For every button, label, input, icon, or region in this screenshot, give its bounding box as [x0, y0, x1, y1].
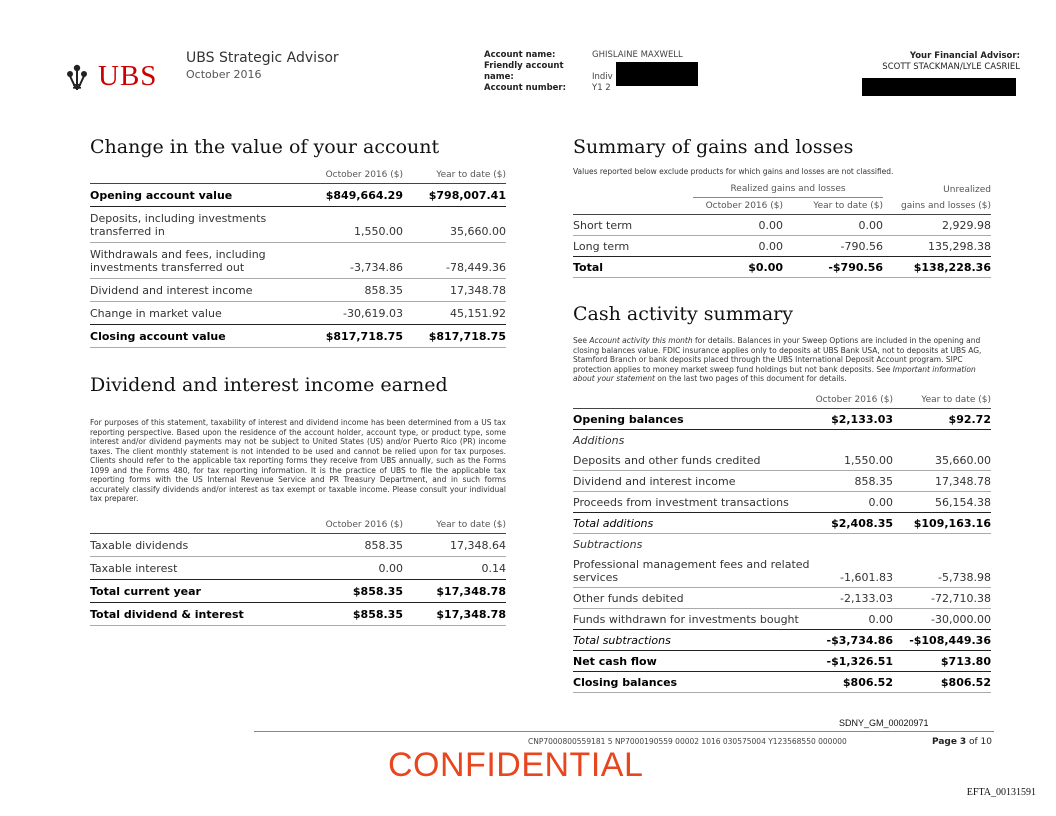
bates-number: SDNY_GM_00020971 [839, 718, 929, 728]
table-row [573, 554, 991, 588]
col-header: Year to date ($) [893, 395, 991, 409]
row-label: Proceeds from investment transactions [573, 492, 813, 513]
product-name: UBS Strategic Advisor [186, 50, 339, 66]
row-label: Deposits, including investments transferred in [90, 207, 300, 243]
financial-advisor [882, 51, 1020, 73]
row-value: $858.35 [300, 603, 403, 626]
unrealized-header: Unrealized [943, 184, 991, 195]
table-row [573, 236, 991, 257]
row-value: 858.35 [300, 534, 403, 557]
table-row [573, 471, 991, 492]
keys-icon [62, 62, 92, 92]
friendly-name-value: Indiv [592, 72, 613, 82]
row-value: -$1,326.51 [813, 651, 893, 672]
redaction-box [862, 78, 1016, 96]
row-value: 0.00 [813, 609, 893, 630]
account-number-value: Y1 2 [592, 83, 611, 93]
row-label: Taxable dividends [90, 534, 300, 557]
row-label: Dividend and interest income [90, 279, 300, 302]
table-row [573, 215, 991, 236]
ubs-logo [62, 60, 157, 93]
row-value: 35,660.00 [403, 207, 506, 243]
cash-note: See Account activity this month for details. Balances in your Sweep Options are included in the opening and closing balances value. FDIC insurance applies only to deposits at UBS Bank USA, not to deposits at UBS AG, Stamford Branch or bank deposits placed through the UBS International Deposit Account program. SIPC protection applies to money market sweep fund holdings but not bank deposits. See Important information about your statement on the last two pages of this document for details. [573, 336, 982, 383]
change-value-title: Change in the value of your account [90, 136, 440, 158]
table-row [573, 672, 991, 693]
row-value: 17,348.78 [893, 471, 991, 492]
dividend-title: Dividend and interest income earned [90, 374, 448, 396]
cash-table [573, 395, 991, 693]
row-value: $858.35 [300, 580, 403, 603]
row-label: Net cash flow [573, 651, 813, 672]
table-row [573, 492, 991, 513]
table-row [90, 207, 506, 243]
table-row [90, 184, 506, 207]
row-label: Total additions [573, 513, 813, 534]
efta-number: EFTA_00131591 [966, 787, 1036, 798]
row-label: Funds withdrawn for investments bought [573, 609, 813, 630]
table-row [90, 603, 506, 626]
row-value: $817,718.75 [403, 325, 506, 348]
row-label: Withdrawals and fees, including investments transferred out [90, 243, 300, 279]
row-value: 2,929.98 [883, 215, 991, 236]
col-header: October 2016 ($) [813, 395, 893, 409]
gains-title: Summary of gains and losses [573, 136, 854, 158]
row-label: Opening balances [573, 409, 813, 430]
row-value: 0.00 [693, 236, 783, 257]
row-label: Total dividend & interest [90, 603, 300, 626]
logo-text: UBS [98, 60, 158, 92]
gains-note: Values reported below exclude products for which gains and losses are not classified. [573, 167, 894, 176]
product-block [186, 50, 339, 81]
row-value: 0.00 [300, 557, 403, 580]
table-row [573, 609, 991, 630]
table-row [90, 302, 506, 325]
row-value: $713.80 [893, 651, 991, 672]
table-row [573, 513, 991, 534]
table-row [573, 409, 991, 430]
row-value: $92.72 [893, 409, 991, 430]
table-row [573, 450, 991, 471]
row-label: Dividend and interest income [573, 471, 813, 492]
cash-title: Cash activity summary [573, 303, 793, 325]
row-value: 45,151.92 [403, 302, 506, 325]
table-row [90, 243, 506, 279]
row-value: -5,738.98 [893, 554, 991, 588]
footer-code: CNP7000800559181 5 NP7000190559 00002 1016 030575004 Y123568550 000000 [528, 737, 847, 746]
table-row [573, 630, 991, 651]
row-value: -790.56 [783, 236, 883, 257]
table-row [573, 534, 991, 555]
advisor-label: Your Financial Advisor: [909, 51, 1020, 61]
row-label: Change in market value [90, 302, 300, 325]
row-label: Closing account value [90, 325, 300, 348]
col-header: Year to date ($) [403, 520, 506, 534]
advisor-value: SCOTT STACKMAN/LYLE CASRIEL [882, 62, 1020, 72]
table-row [90, 325, 506, 348]
row-value: -$108,449.36 [893, 630, 991, 651]
row-value: $17,348.78 [403, 580, 506, 603]
redaction-box [616, 62, 698, 86]
row-value: 0.00 [693, 215, 783, 236]
row-value: -78,449.36 [403, 243, 506, 279]
table-row [573, 430, 991, 451]
row-value: 858.35 [813, 471, 893, 492]
account-name-label: Account name: [484, 50, 556, 60]
table-row [90, 534, 506, 557]
row-value: 0.00 [783, 215, 883, 236]
row-value [893, 430, 991, 451]
row-value: 56,154.38 [893, 492, 991, 513]
col-header: October 2016 ($) [300, 520, 403, 534]
account-number-label: Account number: [484, 83, 567, 93]
gains-table [573, 184, 991, 278]
row-value: $849,664.29 [300, 184, 403, 207]
row-value: 0.00 [813, 492, 893, 513]
row-value: 0.14 [403, 557, 506, 580]
row-value: -30,000.00 [893, 609, 991, 630]
row-label: Closing balances [573, 672, 813, 693]
row-label: Subtractions [573, 538, 643, 551]
friendly-name-label: Friendly account name: [484, 61, 564, 82]
row-label: Total subtractions [573, 630, 813, 651]
row-value: -2,133.03 [813, 588, 893, 609]
row-value: 135,298.38 [883, 236, 991, 257]
row-value: 858.35 [300, 279, 403, 302]
row-value [813, 430, 893, 451]
row-value: 35,660.00 [893, 450, 991, 471]
table-row [573, 588, 991, 609]
row-value: -$3,734.86 [813, 630, 893, 651]
col-header: October 2016 ($) [693, 198, 783, 215]
col-header: gains and losses ($) [883, 198, 991, 215]
realized-header: Realized gains and losses [693, 184, 883, 198]
row-value: -3,734.86 [300, 243, 403, 279]
account-name-value: GHISLAINE MAXWELL [592, 50, 683, 60]
confidential-stamp: CONFIDENTIAL [388, 746, 644, 784]
row-value [813, 534, 893, 555]
tax-paragraph: For purposes of this statement, taxability of interest and dividend income has been determined from a US tax reporting perspective. Based upon the residence of the account holder, account type, or product type, some interest and/or dividend payments may not be subject to United States (US) and/or Puerto Rico (PR) income taxes. The client monthly statement is not intended to be used and cannot be relied upon for tax purposes. Clients should refer to the applicable tax reporting forms they receive from UBS annually, such as the Forms 1099 and the Forms 480, for tax reporting information. It is the practice of UBS to file the applicable tax reporting forms with the US Internal Revenue Service and PR Treasury Department, and in such forms accurately classify dividends and/or interest as tax exempt or taxable income. Please consult your individual tax preparer. [90, 418, 506, 503]
row-value: $0.00 [693, 257, 783, 278]
row-value: $2,408.35 [813, 513, 893, 534]
row-value: 1,550.00 [300, 207, 403, 243]
page-indicator: Page 3 of 10 [932, 737, 992, 747]
row-value: -30,619.03 [300, 302, 403, 325]
col-header: October 2016 ($) [300, 170, 403, 184]
row-value: 17,348.78 [403, 279, 506, 302]
row-value: $798,007.41 [403, 184, 506, 207]
row-label: Long term [573, 236, 693, 257]
table-row [573, 651, 991, 672]
row-value: -72,710.38 [893, 588, 991, 609]
row-value: 1,550.00 [813, 450, 893, 471]
row-value: -$790.56 [783, 257, 883, 278]
row-label: Taxable interest [90, 557, 300, 580]
statement-period: October 2016 [186, 68, 262, 81]
row-value: $817,718.75 [300, 325, 403, 348]
row-label: Additions [573, 434, 625, 447]
row-label: Short term [573, 215, 693, 236]
row-value [893, 534, 991, 555]
row-label: Other funds debited [573, 588, 813, 609]
row-value: $17,348.78 [403, 603, 506, 626]
dividend-table [90, 520, 506, 626]
row-label: Professional management fees and related services [573, 554, 813, 588]
row-value: -1,601.83 [813, 554, 893, 588]
row-value: $806.52 [893, 672, 991, 693]
footer-divider [254, 731, 994, 732]
row-value: $109,163.16 [893, 513, 991, 534]
row-value: $806.52 [813, 672, 893, 693]
row-label: Total [573, 257, 693, 278]
change-value-table [90, 170, 506, 348]
row-label: Deposits and other funds credited [573, 450, 813, 471]
row-label: Opening account value [90, 184, 300, 207]
table-row [90, 279, 506, 302]
row-value: 17,348.64 [403, 534, 506, 557]
col-header: Year to date ($) [783, 198, 883, 215]
table-row [90, 580, 506, 603]
row-value: $138,228.36 [883, 257, 991, 278]
row-label: Total current year [90, 580, 300, 603]
table-row [90, 557, 506, 580]
col-header: Year to date ($) [403, 170, 506, 184]
row-value: $2,133.03 [813, 409, 893, 430]
table-row [573, 257, 991, 278]
